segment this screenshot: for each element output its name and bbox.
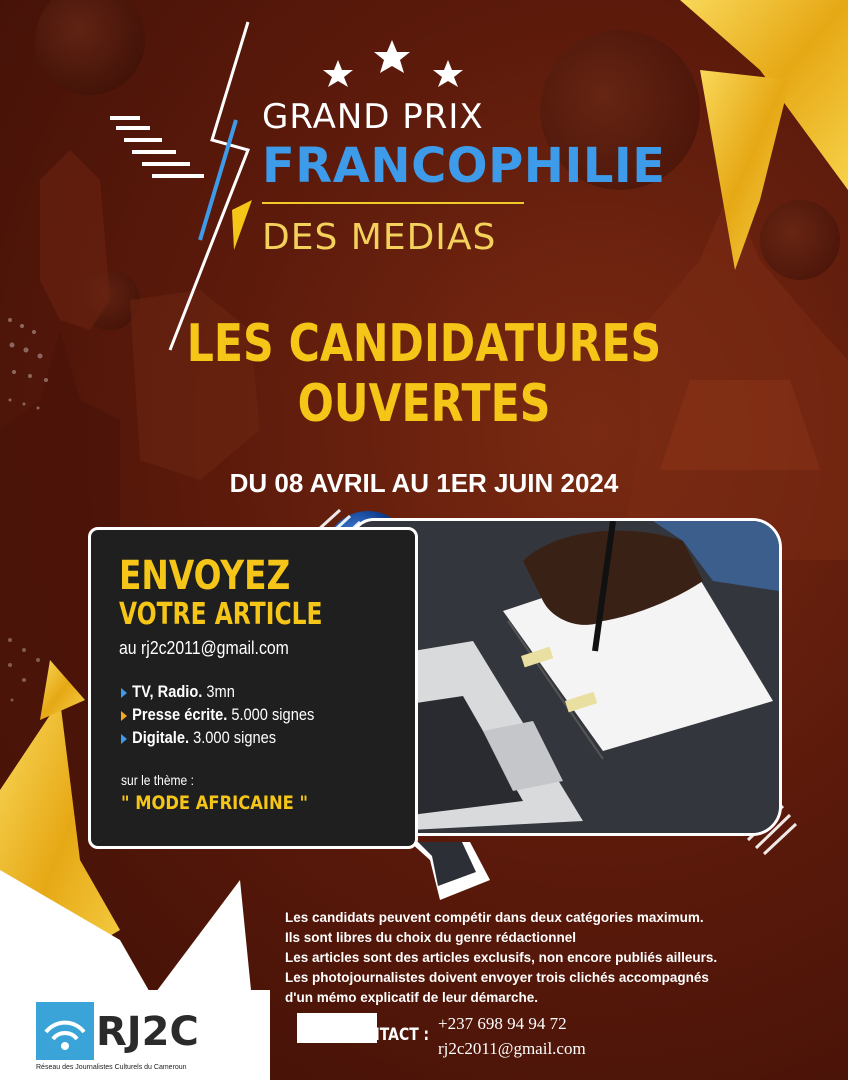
arrow-icon [121,734,127,744]
headline-line2: OUVERTES [297,374,551,434]
rules-text [285,908,805,1008]
title-grand-prix: GRAND PRIX [262,97,484,137]
category-name: Presse écrite. [132,705,228,724]
arrow-icon [121,711,127,721]
rule-line: Les candidats peuvent compétir dans deux catégories maximum. [285,910,704,925]
headline-line1: LES CANDIDATURES [186,314,662,374]
category-name: Digitale. [132,728,190,747]
title-francophilie: FRANCOPHILIE [262,138,666,194]
category-item [121,726,314,749]
logo-subtitle: Réseau des Journalistes Culturels du Cameroun [36,1064,187,1071]
category-item [121,680,314,703]
category-item [121,703,314,726]
category-limit: 3mn [202,682,235,701]
logo-mark [36,1002,94,1060]
panel-email: au rj2c2011@gmail.com [119,638,289,658]
rule-line: Les photojournalistes doivent envoyer trois clichés accompagnés [285,970,709,985]
category-list [121,680,346,749]
arrow-icon [121,688,127,698]
panel-title-envoyez: ENVOYEZ [119,553,291,599]
contact-label: CONTACT : [346,1025,430,1045]
title-divider [262,202,524,204]
info-panel [88,527,418,849]
wifi-icon [36,1002,94,1060]
rule-line: Ils sont libres du choix du genre rédactionnel [285,930,577,945]
title-block [262,97,722,258]
contact-email: rj2c2011@gmail.com [438,1039,586,1058]
category-limit: 3.000 signes [189,728,277,747]
rule-line: d'un mémo explicatif de leur démarche. [285,990,539,1005]
title-des-medias: DES MEDIAS [262,217,497,258]
panel-title-votre-article: VOTRE ARTICLE [119,597,323,632]
theme-label: sur le thème : [121,772,194,788]
category-limit: 5.000 signes [227,705,315,724]
date-range: DU 08 AVRIL AU 1ER JUIN 2024 [229,468,619,498]
theme-value: " MODE AFRICAINE " [121,792,308,814]
category-name: TV, Radio. [132,682,203,701]
rule-line: Les articles sont des articles exclusifs, non encore publiés ailleurs. [285,950,718,965]
logo-name: RJ2C [96,1009,199,1055]
contact-phone: +237 698 94 94 72 [438,1014,567,1033]
